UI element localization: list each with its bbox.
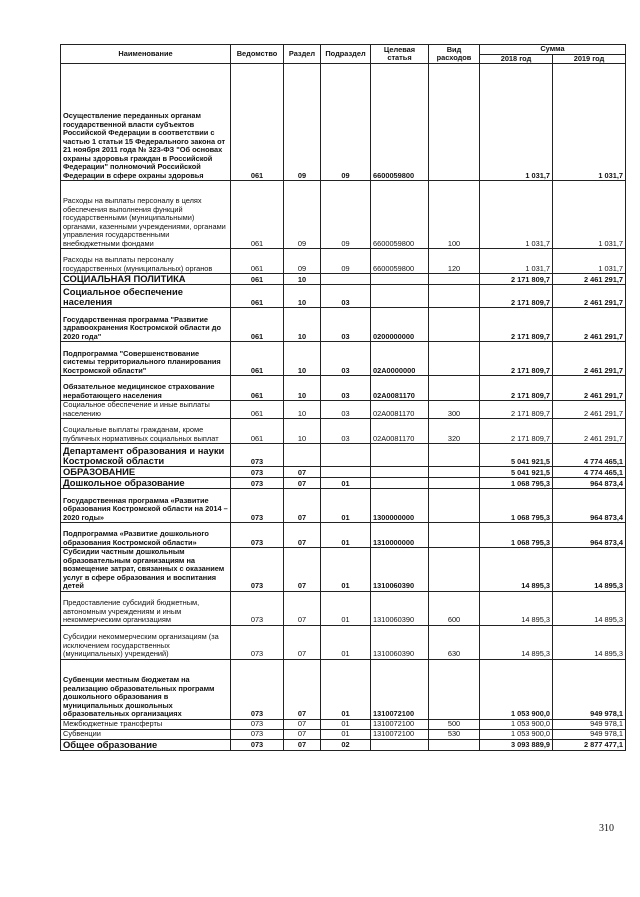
cell-name: Департамент образования и науки Костромской области xyxy=(61,444,231,467)
cell-target: 1310060390 xyxy=(371,591,429,625)
table-row xyxy=(61,376,626,401)
cell-name: Подпрограмма «Развитие дошкольного образования Костромской области» xyxy=(61,523,231,548)
cell-kind: 300 xyxy=(429,401,480,419)
cell-target: 1310072100 xyxy=(371,659,429,719)
cell-sub: 01 xyxy=(321,489,371,523)
cell-sub: 03 xyxy=(321,401,371,419)
cell-sec: 09 xyxy=(284,181,321,249)
cell-y1: 14 895,3 xyxy=(480,625,553,659)
cell-name: СОЦИАЛЬНАЯ ПОЛИТИКА xyxy=(61,274,231,285)
cell-target: 1310000000 xyxy=(371,523,429,548)
cell-dept: 073 xyxy=(231,489,284,523)
cell-name: Предоставление субсидий бюджетным, автономным учреждениям и иным некоммерческим организациям xyxy=(61,591,231,625)
table-row xyxy=(61,548,626,592)
cell-y1: 2 171 809,7 xyxy=(480,285,553,308)
cell-dept: 073 xyxy=(231,729,284,739)
cell-y2: 949 978,1 xyxy=(553,729,626,739)
cell-y2: 949 978,1 xyxy=(553,719,626,729)
cell-y1: 1 053 900,0 xyxy=(480,729,553,739)
cell-target: 02А0081170 xyxy=(371,419,429,444)
cell-kind xyxy=(429,285,480,308)
cell-kind: 100 xyxy=(429,181,480,249)
cell-y1: 2 171 809,7 xyxy=(480,308,553,342)
header-expense-type: Вид расходов xyxy=(429,45,480,64)
cell-name: Субвенции xyxy=(61,729,231,739)
cell-sec: 07 xyxy=(284,548,321,592)
cell-dept: 061 xyxy=(231,274,284,285)
cell-name: Осуществление переданных органам государственной власти субъектов Российской Федерации в соответствии с частью 1 статьи 15 Федерального закона от 21 ноября 2011 года № 323-ФЗ "Об основах охраны здоровья граждан в Российской Федерации" полномочий Российской Федерации в сфере охраны здоровья xyxy=(61,64,231,181)
cell-name: Социальное обеспечение и иные выплаты населению xyxy=(61,401,231,419)
cell-target: 02А0081170 xyxy=(371,376,429,401)
cell-target: 6600059800 xyxy=(371,64,429,181)
cell-name: Субсидии некоммерческим организациям (за исключением государственных (муниципальных) учреждений) xyxy=(61,625,231,659)
cell-sec: 07 xyxy=(284,478,321,489)
cell-sub: 03 xyxy=(321,376,371,401)
cell-name: Общее образование xyxy=(61,739,231,750)
cell-sub: 09 xyxy=(321,181,371,249)
cell-y1: 2 171 809,7 xyxy=(480,419,553,444)
table-row xyxy=(61,444,626,467)
cell-target: 02А0081170 xyxy=(371,401,429,419)
cell-sec: 07 xyxy=(284,659,321,719)
cell-y1: 5 041 921,5 xyxy=(480,444,553,467)
cell-y2: 4 774 465,1 xyxy=(553,467,626,478)
budget-table xyxy=(60,44,626,751)
cell-name: Дошкольное образование xyxy=(61,478,231,489)
cell-y2: 14 895,3 xyxy=(553,625,626,659)
table-row xyxy=(61,625,626,659)
cell-sub xyxy=(321,444,371,467)
cell-y2: 964 873,4 xyxy=(553,523,626,548)
cell-target: 1310072100 xyxy=(371,719,429,729)
cell-y1: 1 068 795,3 xyxy=(480,523,553,548)
cell-y1: 1 053 900,0 xyxy=(480,659,553,719)
cell-sub: 01 xyxy=(321,591,371,625)
header-department: Ведомство xyxy=(231,45,284,64)
table-row xyxy=(61,591,626,625)
cell-y1: 1 031,7 xyxy=(480,64,553,181)
cell-name: Социальные выплаты гражданам, кроме публичных нормативных социальных выплат xyxy=(61,419,231,444)
cell-kind xyxy=(429,467,480,478)
cell-name: Субсидии частным дошкольным образовательным организациям на возмещение затрат, связанных с оказанием услуг в сфере образования и воспитания детей xyxy=(61,548,231,592)
cell-dept: 073 xyxy=(231,739,284,750)
header-section: Раздел xyxy=(284,45,321,64)
header-target: Целевая статья xyxy=(371,45,429,64)
cell-y2: 4 774 465,1 xyxy=(553,444,626,467)
cell-y2: 2 461 291,7 xyxy=(553,308,626,342)
cell-y1: 1 068 795,3 xyxy=(480,478,553,489)
cell-target xyxy=(371,467,429,478)
cell-y2: 14 895,3 xyxy=(553,548,626,592)
cell-sub: 09 xyxy=(321,249,371,274)
table-row xyxy=(61,274,626,285)
cell-target xyxy=(371,274,429,285)
cell-target: 6600059800 xyxy=(371,181,429,249)
cell-name: Подпрограмма "Совершенствование системы территориального планирования Костромской области" xyxy=(61,342,231,376)
cell-dept: 061 xyxy=(231,64,284,181)
cell-sec: 07 xyxy=(284,625,321,659)
cell-dept: 073 xyxy=(231,548,284,592)
cell-sec: 10 xyxy=(284,376,321,401)
table-row xyxy=(61,308,626,342)
cell-sec: 07 xyxy=(284,523,321,548)
table-row xyxy=(61,659,626,719)
table-row xyxy=(61,729,626,739)
cell-kind xyxy=(429,274,480,285)
cell-y1: 3 093 889,9 xyxy=(480,739,553,750)
cell-sec: 07 xyxy=(284,729,321,739)
cell-y1: 2 171 809,7 xyxy=(480,342,553,376)
cell-dept: 073 xyxy=(231,591,284,625)
cell-y2: 14 895,3 xyxy=(553,591,626,625)
cell-kind: 320 xyxy=(429,419,480,444)
cell-kind xyxy=(429,376,480,401)
cell-target: 1310060390 xyxy=(371,625,429,659)
cell-target: 02А0000000 xyxy=(371,342,429,376)
cell-sub: 01 xyxy=(321,478,371,489)
cell-kind xyxy=(429,444,480,467)
table-row xyxy=(61,739,626,750)
cell-dept: 073 xyxy=(231,719,284,729)
cell-y1: 1 053 900,0 xyxy=(480,719,553,729)
cell-y2: 2 461 291,7 xyxy=(553,376,626,401)
header-name: Наименование xyxy=(61,45,231,64)
cell-name: ОБРАЗОВАНИЕ xyxy=(61,467,231,478)
cell-dept: 061 xyxy=(231,285,284,308)
cell-dept: 061 xyxy=(231,376,284,401)
cell-y2: 1 031,7 xyxy=(553,64,626,181)
cell-y1: 1 031,7 xyxy=(480,181,553,249)
cell-y2: 2 461 291,7 xyxy=(553,342,626,376)
cell-name: Социальное обеспечение населения xyxy=(61,285,231,308)
cell-y1: 1 031,7 xyxy=(480,249,553,274)
table-row xyxy=(61,64,626,181)
cell-sub: 03 xyxy=(321,419,371,444)
cell-target xyxy=(371,285,429,308)
cell-kind xyxy=(429,489,480,523)
cell-y1: 2 171 809,7 xyxy=(480,376,553,401)
cell-sec: 07 xyxy=(284,719,321,729)
cell-kind: 530 xyxy=(429,729,480,739)
table-row xyxy=(61,478,626,489)
table-row xyxy=(61,523,626,548)
cell-y2: 2 461 291,7 xyxy=(553,401,626,419)
cell-y2: 1 031,7 xyxy=(553,181,626,249)
table-row xyxy=(61,401,626,419)
table-row xyxy=(61,467,626,478)
cell-sub: 01 xyxy=(321,659,371,719)
cell-sec: 10 xyxy=(284,419,321,444)
cell-sec: 07 xyxy=(284,467,321,478)
table-row xyxy=(61,419,626,444)
cell-kind: 630 xyxy=(429,625,480,659)
cell-target: 1300000000 xyxy=(371,489,429,523)
cell-y1: 2 171 809,7 xyxy=(480,274,553,285)
cell-kind xyxy=(429,523,480,548)
cell-kind: 500 xyxy=(429,719,480,729)
cell-y1: 2 171 809,7 xyxy=(480,401,553,419)
cell-y1: 14 895,3 xyxy=(480,591,553,625)
cell-sec: 07 xyxy=(284,739,321,750)
cell-dept: 061 xyxy=(231,401,284,419)
cell-sub: 09 xyxy=(321,64,371,181)
header-year-2019: 2019 год xyxy=(553,54,626,64)
table-row xyxy=(61,719,626,729)
table-row xyxy=(61,489,626,523)
cell-dept: 073 xyxy=(231,478,284,489)
cell-sub: 01 xyxy=(321,719,371,729)
cell-name: Расходы на выплаты персоналу государственных (муниципальных) органов xyxy=(61,249,231,274)
cell-sub: 01 xyxy=(321,548,371,592)
cell-target: 0200000000 xyxy=(371,308,429,342)
cell-dept: 073 xyxy=(231,523,284,548)
cell-y2: 964 873,4 xyxy=(553,478,626,489)
cell-sec: 10 xyxy=(284,308,321,342)
cell-sub: 03 xyxy=(321,285,371,308)
cell-dept: 073 xyxy=(231,467,284,478)
cell-target: 6600059800 xyxy=(371,249,429,274)
cell-y2: 964 873,4 xyxy=(553,489,626,523)
cell-kind: 120 xyxy=(429,249,480,274)
cell-kind: 600 xyxy=(429,591,480,625)
table-row xyxy=(61,342,626,376)
cell-name: Государственная программа «Развитие образования Костромской области на 2014 – 2020 годы» xyxy=(61,489,231,523)
cell-kind xyxy=(429,308,480,342)
cell-dept: 061 xyxy=(231,419,284,444)
cell-target xyxy=(371,478,429,489)
cell-y2: 949 978,1 xyxy=(553,659,626,719)
cell-sec: 10 xyxy=(284,285,321,308)
cell-kind xyxy=(429,659,480,719)
table-row xyxy=(61,181,626,249)
cell-name: Обязательное медицинское страхование неработающего населения xyxy=(61,376,231,401)
cell-dept: 073 xyxy=(231,625,284,659)
cell-sub: 01 xyxy=(321,625,371,659)
cell-name: Межбюджетные трансферты xyxy=(61,719,231,729)
cell-sub: 03 xyxy=(321,342,371,376)
cell-sec: 09 xyxy=(284,249,321,274)
cell-dept: 061 xyxy=(231,342,284,376)
cell-target: 1310072100 xyxy=(371,729,429,739)
cell-kind xyxy=(429,478,480,489)
cell-target: 1310060390 xyxy=(371,548,429,592)
cell-sec: 10 xyxy=(284,401,321,419)
cell-kind xyxy=(429,548,480,592)
cell-y2: 1 031,7 xyxy=(553,249,626,274)
header-year-2018: 2018 год xyxy=(480,54,553,64)
cell-y1: 1 068 795,3 xyxy=(480,489,553,523)
cell-dept: 061 xyxy=(231,249,284,274)
cell-y2: 2 461 291,7 xyxy=(553,285,626,308)
cell-y2: 2 461 291,7 xyxy=(553,274,626,285)
page-number: 310 xyxy=(599,823,614,834)
cell-sec: 10 xyxy=(284,342,321,376)
cell-target xyxy=(371,739,429,750)
cell-sec: 07 xyxy=(284,591,321,625)
cell-kind xyxy=(429,342,480,376)
cell-sec: 10 xyxy=(284,274,321,285)
cell-sub: 02 xyxy=(321,739,371,750)
cell-sec xyxy=(284,444,321,467)
cell-sub xyxy=(321,274,371,285)
cell-target xyxy=(371,444,429,467)
cell-sec: 09 xyxy=(284,64,321,181)
cell-sub: 01 xyxy=(321,523,371,548)
cell-name: Расходы на выплаты персоналу в целях обеспечения выполнения функций государственными (муниципальными) органами, казенными учреждениями, органами управления государственными внебюджетными фондами xyxy=(61,181,231,249)
header-sum: Сумма xyxy=(480,45,626,55)
header-subsection: Подраздел xyxy=(321,45,371,64)
cell-name: Государственная программа "Развитие здравоохранения Костромской области до 2020 года" xyxy=(61,308,231,342)
cell-dept: 073 xyxy=(231,659,284,719)
cell-sub xyxy=(321,467,371,478)
table-row xyxy=(61,285,626,308)
cell-sub: 01 xyxy=(321,729,371,739)
cell-sub: 03 xyxy=(321,308,371,342)
cell-dept: 061 xyxy=(231,308,284,342)
table-row xyxy=(61,249,626,274)
cell-kind xyxy=(429,64,480,181)
cell-sec: 07 xyxy=(284,489,321,523)
cell-kind xyxy=(429,739,480,750)
cell-y2: 2 461 291,7 xyxy=(553,419,626,444)
cell-y1: 14 895,3 xyxy=(480,548,553,592)
cell-y1: 5 041 921,5 xyxy=(480,467,553,478)
cell-name: Субвенции местным бюджетам на реализацию образовательных программ дошкольного образования в муниципальных дошкольных образовательных организациях xyxy=(61,659,231,719)
cell-dept: 073 xyxy=(231,444,284,467)
cell-dept: 061 xyxy=(231,181,284,249)
cell-y2: 2 877 477,1 xyxy=(553,739,626,750)
